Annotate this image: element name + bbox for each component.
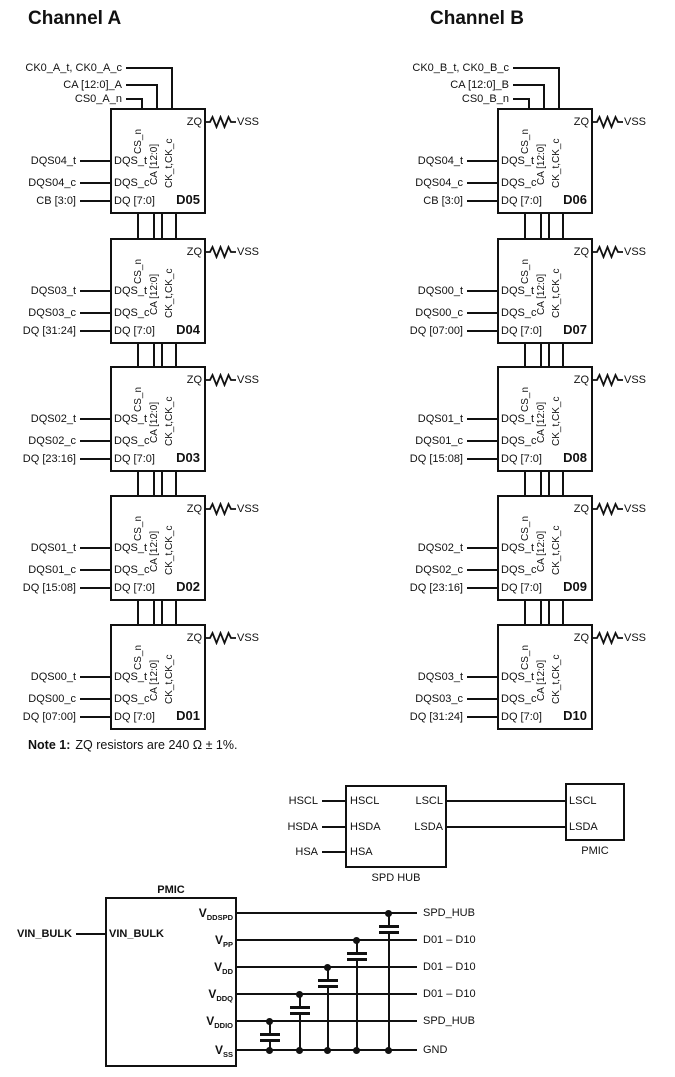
pin-dqs-c: DQS_c xyxy=(501,177,537,189)
pin-sub: DDQ xyxy=(216,994,233,1003)
pmic-pin-vss xyxy=(215,1042,233,1060)
note-label: Note 1: xyxy=(28,738,71,752)
ext-signal-label: DQS02_t xyxy=(30,413,76,425)
ext-signal-label: DQS03_c xyxy=(415,693,463,705)
zq-note xyxy=(28,738,237,753)
ext-signal-label: DQS00_t xyxy=(30,671,76,683)
ext-signal-wire xyxy=(80,676,110,678)
pin-ca: CA [12:0] xyxy=(536,143,547,185)
ext-signal-label: CB [3:0] xyxy=(36,195,76,207)
hsda-wire xyxy=(322,826,345,828)
pmic-pin-vpp xyxy=(215,932,233,950)
ext-signal-label: DQS01_t xyxy=(30,542,76,554)
pin-dq: DQ [7:0] xyxy=(501,582,542,594)
ext-signal-wire xyxy=(467,440,497,442)
hsa-wire xyxy=(322,851,345,853)
chip-name: D06 xyxy=(563,192,587,207)
ext-signal-label: DQS04_c xyxy=(28,177,76,189)
ca-wire xyxy=(126,84,158,86)
note-text: ZQ resistors are 240 Ω ± 1%. xyxy=(75,738,238,752)
pin-zq: ZQ xyxy=(186,374,202,386)
pin-ck: CK_t,CK_c xyxy=(551,654,562,704)
bus-wire xyxy=(175,214,177,238)
pin-ca: CA [12:0] xyxy=(536,659,547,701)
ext-signal-wire xyxy=(467,547,497,549)
bus-wire xyxy=(161,344,163,366)
pin-dqs-t: DQS_t xyxy=(114,542,148,554)
ext-signal-label: DQS02_t xyxy=(417,542,463,554)
pin-ck: CK_t,CK_c xyxy=(551,268,562,318)
ext-signal-wire xyxy=(80,200,110,202)
vddq-rail-wire xyxy=(237,993,417,995)
bus-wire xyxy=(540,601,542,624)
ext-signal-label: DQS04_t xyxy=(417,155,463,167)
ext-signal-label: DQ [31:24] xyxy=(409,711,463,723)
pin-base: V xyxy=(214,960,223,974)
zq-resistor-icon xyxy=(206,115,236,129)
ext-signal-label: DQ [23:16] xyxy=(409,582,463,594)
ext-signal-wire xyxy=(467,587,497,589)
pin-ck: CK_t,CK_c xyxy=(551,525,562,575)
ext-signal-label: DQS02_c xyxy=(415,564,463,576)
zq-resistor-icon xyxy=(206,631,236,645)
ext-signal-label: DQS00_c xyxy=(415,307,463,319)
vddio-rail-wire xyxy=(237,1020,417,1022)
pin-dqs-c: DQS_c xyxy=(114,435,150,447)
pin-zq: ZQ xyxy=(573,632,589,644)
pin-zq: ZQ xyxy=(186,246,202,258)
zq-resistor-icon xyxy=(206,373,236,387)
pin-zq: ZQ xyxy=(573,246,589,258)
ck-wire-drop xyxy=(171,68,173,108)
pin-dqs-c: DQS_c xyxy=(501,564,537,576)
pin-ck: CK_t,CK_c xyxy=(164,654,175,704)
chip-name: D02 xyxy=(176,579,200,594)
bus-wire xyxy=(161,214,163,238)
ext-signal-wire xyxy=(467,569,497,571)
pin-cs: CS_n xyxy=(133,128,144,154)
bus-wire xyxy=(562,344,564,366)
lsda-wire xyxy=(447,826,565,828)
pmic-pin-vddspd xyxy=(199,905,233,923)
pin-dq: DQ [7:0] xyxy=(114,195,155,207)
bus-wire xyxy=(562,601,564,624)
pin-dqs-c: DQS_c xyxy=(114,564,150,576)
bus-wire xyxy=(161,601,163,624)
ext-signal-label: DQS00_t xyxy=(417,285,463,297)
bus-wire xyxy=(137,214,139,238)
pin-zq: ZQ xyxy=(573,116,589,128)
pin-dq: DQ [7:0] xyxy=(501,453,542,465)
zq-resistor-icon xyxy=(593,373,623,387)
pin-dqs-t: DQS_t xyxy=(501,542,535,554)
pin-ck: CK_t,CK_c xyxy=(551,138,562,188)
ck-signal-label: CK0_A_t, CK0_A_c xyxy=(25,62,122,74)
hscl-wire xyxy=(322,800,345,802)
bus-wire xyxy=(540,472,542,495)
vss-label: VSS xyxy=(624,116,647,128)
vin-bulk-external-label: VIN_BULK xyxy=(16,928,72,940)
pin-sub: DDIO xyxy=(214,1021,233,1030)
bus-wire xyxy=(153,601,155,624)
pin-dqs-t: DQS_t xyxy=(501,285,535,297)
cs-wire-drop xyxy=(528,99,530,108)
ext-signal-label: DQS03_t xyxy=(30,285,76,297)
spd-pmic-pin-lsda: LSDA xyxy=(569,821,598,833)
bus-wire xyxy=(153,472,155,495)
pmic-pin-vin-bulk: VIN_BULK xyxy=(109,928,165,940)
ext-hsda-label: HSDA xyxy=(287,821,318,833)
spd-pin-lscl: LSCL xyxy=(415,795,443,807)
cap-wire-bottom xyxy=(356,960,358,1051)
bus-wire xyxy=(137,344,139,366)
pin-cs: CS_n xyxy=(133,258,144,284)
spd-pin-hscl: HSCL xyxy=(350,795,380,807)
ck-signal-label: CK0_B_t, CK0_B_c xyxy=(412,62,509,74)
pin-zq: ZQ xyxy=(573,374,589,386)
rail-target-d01-d10: D01 – D10 xyxy=(423,988,476,1000)
chip-name: D10 xyxy=(563,708,587,723)
ext-signal-wire xyxy=(467,312,497,314)
pin-sub: DD xyxy=(222,967,233,976)
ext-signal-wire xyxy=(467,418,497,420)
bus-wire xyxy=(137,472,139,495)
bus-wire xyxy=(548,472,550,495)
pin-dq: DQ [7:0] xyxy=(501,195,542,207)
bus-wire xyxy=(524,344,526,366)
ck-wire xyxy=(513,67,560,69)
pin-dq: DQ [7:0] xyxy=(114,453,155,465)
ext-signal-label: DQS01_c xyxy=(415,435,463,447)
pin-dq: DQ [7:0] xyxy=(114,711,155,723)
vss-label: VSS xyxy=(624,632,647,644)
vdd-rail-wire xyxy=(237,966,417,968)
pin-dqs-c: DQS_c xyxy=(114,177,150,189)
pin-base: V xyxy=(198,906,207,920)
bus-wire xyxy=(175,601,177,624)
vss-label: VSS xyxy=(237,632,260,644)
pin-ca: CA [12:0] xyxy=(149,659,160,701)
pin-dq: DQ [7:0] xyxy=(114,325,155,337)
ext-signal-wire xyxy=(80,312,110,314)
spd-pin-lsda: LSDA xyxy=(414,821,443,833)
zq-resistor-icon xyxy=(593,502,623,516)
ext-signal-label: DQ [07:00] xyxy=(22,711,76,723)
bus-wire xyxy=(548,601,550,624)
ext-signal-label: DQ [23:16] xyxy=(22,453,76,465)
vss-label: VSS xyxy=(624,246,647,258)
pin-cs: CS_n xyxy=(133,386,144,412)
rail-target-spd-hub: SPD_HUB xyxy=(423,907,475,919)
ext-signal-wire xyxy=(467,290,497,292)
pin-ck: CK_t,CK_c xyxy=(164,525,175,575)
spd-pmic-label: PMIC xyxy=(581,845,609,857)
vin-bulk-wire xyxy=(76,933,105,935)
pin-zq: ZQ xyxy=(186,632,202,644)
ext-signal-label: DQS03_t xyxy=(417,671,463,683)
pin-dqs-t: DQS_t xyxy=(114,413,148,425)
pin-ck: CK_t,CK_c xyxy=(551,396,562,446)
ext-signal-wire xyxy=(80,547,110,549)
pin-dqs-t: DQS_t xyxy=(501,671,535,683)
pin-dqs-t: DQS_t xyxy=(114,285,148,297)
pin-ca: CA [12:0] xyxy=(149,273,160,315)
pin-dq: DQ [7:0] xyxy=(114,582,155,594)
spd-pin-hsda: HSDA xyxy=(350,821,381,833)
pin-dqs-c: DQS_c xyxy=(501,307,537,319)
vss-rail-wire xyxy=(237,1049,417,1051)
ext-signal-label: DQS03_c xyxy=(28,307,76,319)
ext-signal-label: DQ [31:24] xyxy=(22,325,76,337)
capacitor-icon xyxy=(290,1006,310,1009)
ext-signal-label: DQS01_c xyxy=(28,564,76,576)
pin-base: V xyxy=(214,1043,223,1057)
vss-label: VSS xyxy=(237,246,260,258)
ext-signal-wire xyxy=(80,182,110,184)
vddspd-rail-wire xyxy=(237,912,417,914)
ext-signal-wire xyxy=(80,458,110,460)
vpp-rail-wire xyxy=(237,939,417,941)
pmic-label: PMIC xyxy=(157,884,185,896)
ck-wire xyxy=(126,67,173,69)
bus-wire xyxy=(175,472,177,495)
pin-base: V xyxy=(208,987,217,1001)
pin-dqs-c: DQS_c xyxy=(114,693,150,705)
chip-name: D01 xyxy=(176,708,200,723)
ext-signal-wire xyxy=(467,458,497,460)
pin-ca: CA [12:0] xyxy=(149,530,160,572)
pin-cs: CS_n xyxy=(520,128,531,154)
pmic-pin-vdd xyxy=(214,959,233,977)
pin-ck: CK_t,CK_c xyxy=(164,138,175,188)
ca-wire-drop xyxy=(156,85,158,108)
pin-sub: PP xyxy=(222,940,233,949)
bus-wire xyxy=(153,214,155,238)
pin-dqs-c: DQS_c xyxy=(501,435,537,447)
chip-name: D08 xyxy=(563,450,587,465)
chip-name: D09 xyxy=(563,579,587,594)
pin-zq: ZQ xyxy=(186,116,202,128)
bus-wire xyxy=(540,214,542,238)
pin-dqs-t: DQS_t xyxy=(114,155,148,167)
pin-ca: CA [12:0] xyxy=(536,273,547,315)
bus-wire xyxy=(524,472,526,495)
ext-signal-wire xyxy=(80,330,110,332)
spd-pin-hsa: HSA xyxy=(350,846,373,858)
bus-wire xyxy=(153,344,155,366)
pin-ca: CA [12:0] xyxy=(536,530,547,572)
pin-base: V xyxy=(214,933,223,947)
ext-signal-wire xyxy=(80,418,110,420)
spd-hub-label: SPD HUB xyxy=(371,872,421,884)
ext-signal-wire xyxy=(467,330,497,332)
vss-label: VSS xyxy=(237,503,260,515)
bus-wire xyxy=(175,344,177,366)
pin-dqs-t: DQS_t xyxy=(501,155,535,167)
pin-dq: DQ [7:0] xyxy=(501,711,542,723)
rail-target-d01-d10: D01 – D10 xyxy=(423,961,476,973)
bus-wire xyxy=(562,214,564,238)
ca-wire-drop xyxy=(543,85,545,108)
chip-name: D04 xyxy=(176,322,200,337)
ext-signal-wire xyxy=(80,698,110,700)
pmic-pin-vddq xyxy=(208,986,233,1004)
ca-wire xyxy=(513,84,545,86)
ext-hsa-label: HSA xyxy=(295,846,318,858)
ext-signal-wire xyxy=(467,160,497,162)
pin-zq: ZQ xyxy=(573,503,589,515)
pin-zq: ZQ xyxy=(186,503,202,515)
ext-signal-wire xyxy=(80,716,110,718)
bus-wire xyxy=(524,601,526,624)
ext-hscl-label: HSCL xyxy=(288,795,318,807)
spd-pmic-pin-lscl: LSCL xyxy=(569,795,597,807)
ext-signal-label: DQ [15:08] xyxy=(409,453,463,465)
ext-signal-wire xyxy=(467,676,497,678)
pin-sub: SS xyxy=(222,1050,233,1059)
pin-ck: CK_t,CK_c xyxy=(164,268,175,318)
ext-signal-label: DQS04_c xyxy=(415,177,463,189)
chip-name: D03 xyxy=(176,450,200,465)
pin-sub: DDSPD xyxy=(206,913,233,922)
vss-label: VSS xyxy=(237,374,260,386)
vss-label: VSS xyxy=(624,374,647,386)
bus-wire xyxy=(548,214,550,238)
capacitor-icon xyxy=(347,952,367,955)
zq-resistor-icon xyxy=(206,245,236,259)
ext-signal-wire xyxy=(80,160,110,162)
pin-ca: CA [12:0] xyxy=(536,401,547,443)
capacitor-icon xyxy=(260,1033,280,1036)
channel-b-title: Channel B xyxy=(430,8,524,29)
vss-label: VSS xyxy=(237,116,260,128)
pin-dq: DQ [7:0] xyxy=(501,325,542,337)
ext-signal-wire xyxy=(467,716,497,718)
rail-target-spd-hub: SPD_HUB xyxy=(423,1015,475,1027)
capacitor-icon xyxy=(318,979,338,982)
zq-resistor-icon xyxy=(206,502,236,516)
ext-signal-wire xyxy=(80,569,110,571)
ext-signal-label: DQS02_c xyxy=(28,435,76,447)
ext-signal-label: DQ [15:08] xyxy=(22,582,76,594)
capacitor-icon xyxy=(379,925,399,928)
chip-name: D05 xyxy=(176,192,200,207)
ext-signal-wire xyxy=(467,698,497,700)
rail-target-d01-d10: D01 – D10 xyxy=(423,934,476,946)
rail-target-gnd: GND xyxy=(423,1044,448,1056)
bus-wire xyxy=(524,214,526,238)
zq-resistor-icon xyxy=(593,115,623,129)
ext-signal-wire xyxy=(467,200,497,202)
cs-signal-label: CS0_B_n xyxy=(461,93,509,105)
cs-signal-label: CS0_A_n xyxy=(74,93,122,105)
ck-wire-drop xyxy=(558,68,560,108)
ext-signal-wire xyxy=(80,440,110,442)
pin-cs: CS_n xyxy=(520,386,531,412)
pin-cs: CS_n xyxy=(133,515,144,541)
pin-dqs-c: DQS_c xyxy=(114,307,150,319)
ext-signal-label: CB [3:0] xyxy=(423,195,463,207)
ca-signal-label: CA [12:0]_A xyxy=(63,79,122,91)
ext-signal-label: DQS00_c xyxy=(28,693,76,705)
zq-resistor-icon xyxy=(593,631,623,645)
pin-cs: CS_n xyxy=(520,258,531,284)
bus-wire xyxy=(562,472,564,495)
pmic-pin-vddio xyxy=(206,1013,233,1031)
bus-wire xyxy=(161,472,163,495)
pin-dqs-t: DQS_t xyxy=(501,413,535,425)
ext-signal-label: DQ [07:00] xyxy=(409,325,463,337)
pin-dqs-t: DQS_t xyxy=(114,671,148,683)
pin-ck: CK_t,CK_c xyxy=(164,396,175,446)
cs-wire-drop xyxy=(141,99,143,108)
cap-wire-bottom xyxy=(327,987,329,1051)
pin-ca: CA [12:0] xyxy=(149,401,160,443)
pin-cs: CS_n xyxy=(520,644,531,670)
channel-a-title: Channel A xyxy=(28,8,122,29)
bus-wire xyxy=(548,344,550,366)
vss-label: VSS xyxy=(624,503,647,515)
chip-name: D07 xyxy=(563,322,587,337)
bus-wire xyxy=(137,601,139,624)
cap-wire-bottom xyxy=(388,933,390,1051)
ext-signal-wire xyxy=(467,182,497,184)
zq-resistor-icon xyxy=(593,245,623,259)
bus-wire xyxy=(540,344,542,366)
pin-ca: CA [12:0] xyxy=(149,143,160,185)
ca-signal-label: CA [12:0]_B xyxy=(450,79,509,91)
ext-signal-label: DQS04_t xyxy=(30,155,76,167)
pin-cs: CS_n xyxy=(520,515,531,541)
ext-signal-wire xyxy=(80,290,110,292)
pin-cs: CS_n xyxy=(133,644,144,670)
pin-base: V xyxy=(206,1014,215,1028)
lscl-wire xyxy=(447,800,565,802)
ext-signal-wire xyxy=(80,587,110,589)
pin-dqs-c: DQS_c xyxy=(501,693,537,705)
ext-signal-label: DQS01_t xyxy=(417,413,463,425)
